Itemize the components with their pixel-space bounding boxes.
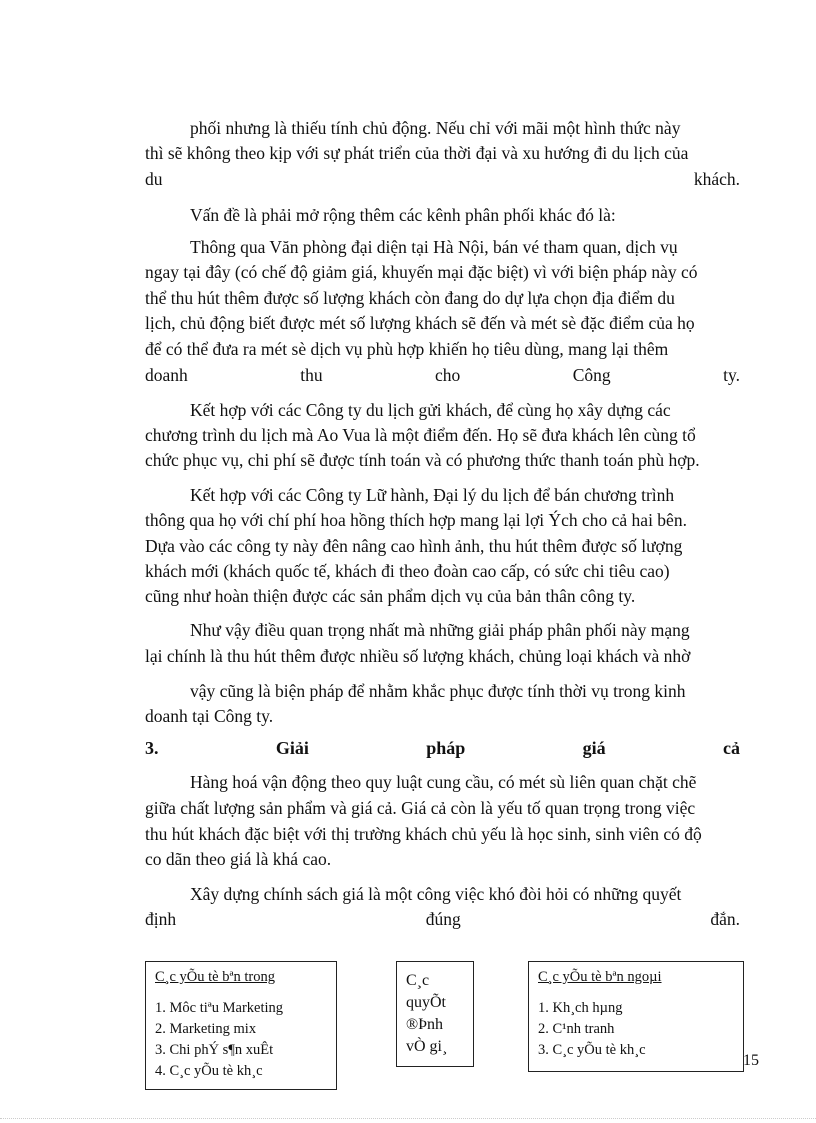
text-line: Vấn đề là phải mở rộng thêm các kênh phân phối khác đó là: <box>190 205 616 225</box>
list-item: 1. Môc tiªu Marketing <box>155 1000 284 1016</box>
word: Công <box>572 365 611 385</box>
text-line: Xây dựng chính sách giá là một công việc khó đòi hỏi có những quyết <box>190 884 682 904</box>
text-line: doanh tại Công ty. <box>145 706 274 726</box>
text-line: quyÕt <box>406 994 446 1011</box>
external-factors-box <box>528 961 744 1072</box>
page-number: 15 <box>743 1052 759 1069</box>
internal-factors-title: C¸c yÕu tè bªn trong <box>155 969 275 985</box>
text-line: chương trình du lịch mà Ao Vua là một điểm đến. Họ sẽ đưa khách lên cùng tổ <box>145 425 696 445</box>
price-decisions-text <box>406 970 447 1058</box>
text-line <box>145 168 740 190</box>
text-line: thể thu hút thêm được số lượng khách còn đang do dự lựa chọn địa điểm du <box>145 288 675 308</box>
text-line: cũng như hoàn thiện được các sản phẩm dịch vụ của bản thân công ty. <box>145 586 636 606</box>
internal-factors-list <box>155 998 283 1082</box>
text-line: lịch, chủ động biết được mét số lượng khách sẽ đến và mét sè đặc điểm của họ <box>145 313 695 333</box>
heading-word: giá <box>582 738 606 758</box>
text-line: Hàng hoá vận động theo quy luật cung cầu, có mét sù liên quan chặt chẽ <box>190 772 697 792</box>
page-bottom-divider <box>0 1118 816 1119</box>
list-item: 3. Chi phÝ s¶n xuÊt <box>155 1042 274 1058</box>
text-line: Kết hợp với các Công ty du lịch gửi khách, để cùng họ xây dựng các <box>190 400 671 420</box>
text-line: Như vậy điều quan trọng nhất mà những giải pháp phân phối này mạng <box>190 620 690 640</box>
heading-word: Giải <box>275 738 309 758</box>
text-line: thông qua họ với chí phí hoa hồng thích hợp mang lại lợi Ých cho cả hai bên. <box>145 510 687 530</box>
text-line: Kết hợp với các Công ty Lữ hành, Đại lý du lịch để bán chương trình <box>190 485 675 505</box>
heading-word: pháp <box>426 738 466 758</box>
heading-number: 3. <box>145 738 159 758</box>
internal-factors-box <box>145 961 337 1090</box>
external-factors-title: C¸c yÕu tè bªn ngoµi <box>538 969 662 985</box>
list-item: 2. Marketing mix <box>155 1021 257 1037</box>
word: cho <box>435 365 461 385</box>
word: ty. <box>723 365 740 385</box>
list-item: 3. C¸c yÕu tè kh¸c <box>538 1042 646 1058</box>
list-item: 4. C¸c yÕu tè kh¸c <box>155 1063 263 1079</box>
text-line: thì sẽ không theo kịp với sự phát triển của thời đại và xu hướng đi du lịch của <box>145 143 689 163</box>
word: thu <box>300 365 323 385</box>
text-line: lại chính là thu hút thêm được nhiều số lượng khách, chủng loại khách và nhờ <box>145 646 691 666</box>
text-line: ngay tại đây (có chế độ giảm giá, khuyến mại đặc biệt) vì với biện pháp này có <box>145 262 698 282</box>
text-line <box>145 908 740 930</box>
word: đúng <box>425 909 461 929</box>
text-line <box>145 364 740 386</box>
list-item: 1. Kh¸ch hµng <box>538 1000 623 1016</box>
text-line: vậy cũng là biện pháp để nhằm khắc phục được tính thời vụ trong kinh <box>190 681 686 701</box>
external-factors-list <box>538 998 646 1061</box>
word: khách. <box>693 169 740 189</box>
text-line: vÒ gi¸ <box>406 1038 448 1055</box>
heading-word: cả <box>722 738 740 758</box>
text-line: Thông qua Văn phòng đại diện tại Hà Nội, bán vé tham quan, dịch vụ <box>190 237 678 257</box>
list-item: 2. C¹nh tranh <box>538 1021 615 1037</box>
text-line: Dựa vào các công ty này đên nâng cao hình ảnh, thu hút thêm được số lượng <box>145 536 683 556</box>
word: đắn. <box>710 909 740 929</box>
word: định <box>145 909 177 929</box>
text-line: để có thể đưa ra mét sè dịch vụ phù hợp khiến họ tiêu dùng, mang lại thêm <box>145 339 669 359</box>
text-line: phối nhưng là thiếu tính chủ động. Nếu chỉ với mãi một hình thức này <box>190 118 681 138</box>
price-decisions-box <box>396 961 474 1067</box>
text-line: chức phục vụ, chi phí sẽ được tính toán và có phương thức thanh toán phù hợp. <box>145 450 700 470</box>
text-line: thu hút khách đặc biệt với thị trường khách chủ yếu là học sinh, sinh viên có độ <box>145 824 702 844</box>
word: doanh <box>145 365 188 385</box>
text-line: ®Þnh <box>406 1016 444 1033</box>
text-line: C¸c <box>406 972 430 989</box>
text-line: khách mới (khách quốc tế, khách đi theo đoàn cao cấp, có sức chi tiêu cao) <box>145 561 670 581</box>
text-line: giữa chất lượng sản phẩm và giá cả. Giá cả còn là yếu tố quan trọng trong việc <box>145 798 696 818</box>
text-line: co dãn theo giá là khá cao. <box>145 849 332 869</box>
section-heading <box>145 737 740 759</box>
word: du <box>145 169 163 189</box>
